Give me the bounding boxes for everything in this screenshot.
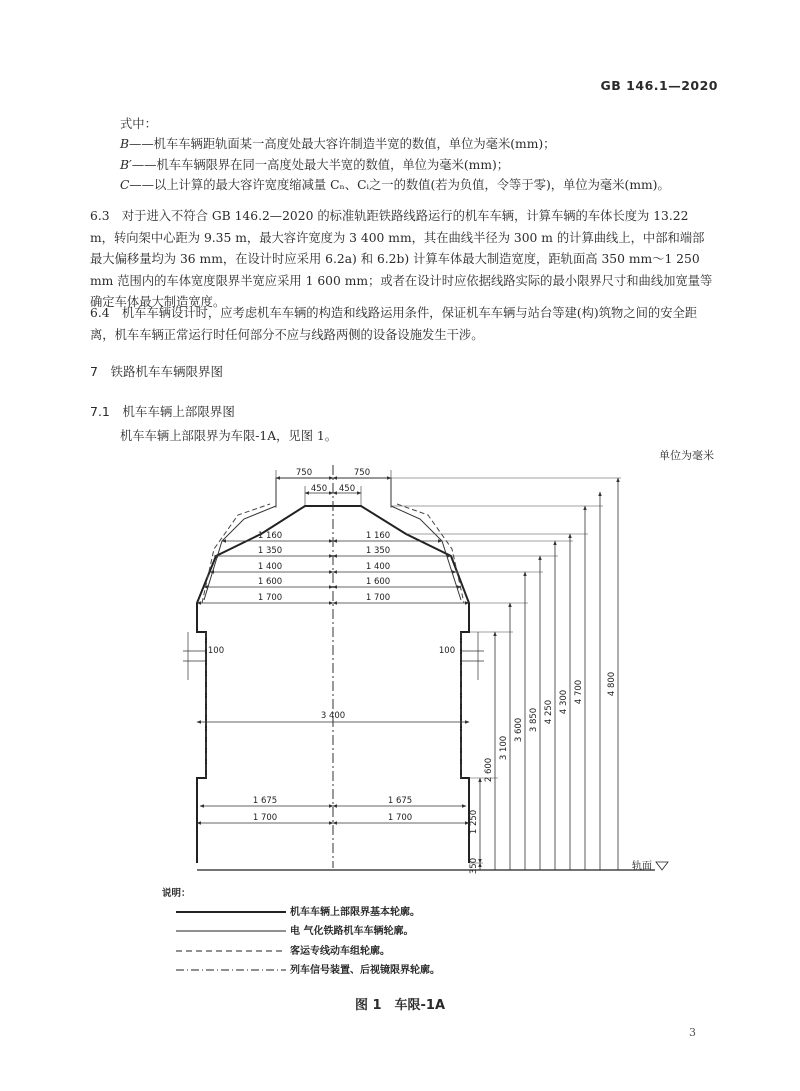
dim-1700-right: 1 700 [365, 593, 391, 603]
height-4700: 4 700 [574, 679, 584, 705]
dim-1400-right: 1 400 [365, 562, 391, 572]
legend-title: 说明： [162, 888, 191, 899]
paragraph-6-3: 6.3 对于进入不符合 GB 146.2—2020 的标准轨距铁路线路运行的机车车辆，计算车辆的车体长度为 13.22 m，转向架中心距为 9.35 m，最大容许宽度为 3 400 mm，其在曲线半径为 300 m 的计算曲线上，中部和端部最大偏移量均为 36 mm，在设计时应采用 6.2a) 和 6.2b) 计算车体最大制造宽度，距轨面高 350 mm～1 250 mm 范围内的车体宽度限界半宽应采用 1 600 mm；或者在设计时应依据线路实际的最小限界尺寸和曲线加宽量等确定车体最大制造宽度。 [90, 209, 713, 310]
dim-1350-left: 1 350 [257, 546, 283, 556]
dim-1700-lower-left: 1 700 [252, 813, 278, 823]
definition-c [120, 175, 716, 196]
dim-1160-left: 1 160 [257, 531, 283, 541]
dim-1350-right: 1 350 [365, 546, 391, 556]
dim-1675-right: 1 675 [387, 796, 413, 806]
dim-100-left: 100 [207, 646, 225, 656]
height-3100: 3 100 [499, 735, 509, 761]
dim-1675-left: 1 675 [252, 796, 278, 806]
figure-caption: 图 1 车限-1A [354, 998, 446, 1013]
dim-1600-right: 1 600 [365, 577, 391, 587]
dim-1700-left: 1 700 [257, 593, 283, 603]
height-1250: 1 250 [469, 809, 479, 835]
dim-3400: 3 400 [320, 711, 346, 721]
paragraph-6-4: 6.4 机车车辆设计时，应考虑机车车辆的构造和线路运用条件，保证机车车辆与站台等建(构)筑物之间的安全距离，机车车辆正常运行时任何部分不应与线路两侧的设备设施发生干涉。 [90, 306, 698, 342]
definition-symbol: B′ [120, 158, 132, 172]
height-4250: 4 250 [544, 699, 554, 725]
height-4800: 4 800 [607, 671, 617, 697]
definition-symbol: B [120, 137, 130, 151]
legend-item-signal: 列车信号装置、后视镜限界轮廓。 [290, 965, 440, 976]
dim-top-750-right: 750 [353, 468, 371, 478]
unit-note: 单位为毫米 [659, 449, 714, 462]
height-3850: 3 850 [529, 707, 539, 733]
legend-item-electric: 电 气化铁路机车车辆轮廓。 [290, 926, 414, 937]
definition-text: ——以上计算的最大容许宽度缩减量 Cₙ、Cᵢ之一的数值(若为负值，令等于零)，单位为毫米(mm)。 [129, 178, 670, 192]
dim-1160-right: 1 160 [365, 531, 391, 541]
height-4300: 4 300 [559, 689, 569, 715]
rail-level-icon [656, 862, 668, 870]
formula-intro: 式中： [120, 117, 157, 131]
definition-b-prime [120, 155, 716, 176]
dim-top-450-right: 450 [338, 484, 356, 494]
definition-b [120, 134, 716, 155]
emu-outline [202, 504, 464, 603]
definition-symbol: C [120, 178, 130, 192]
height-350: 350 [469, 857, 479, 875]
definition-text: ——机车车辆限界在同一高度处最大半宽的数值，单位为毫米(mm)； [131, 158, 510, 172]
dim-top-450-left: 450 [310, 484, 328, 494]
standard-number: GB 146.1—2020 [600, 78, 718, 93]
dim-100-right: 100 [438, 646, 456, 656]
page-number: 3 [689, 1026, 696, 1039]
section-7-1-heading: 7.1 机车车辆上部限界图 [90, 404, 235, 419]
legend-item-base: 机车车辆上部限界基本轮廓。 [290, 907, 420, 918]
height-2600: 2 600 [484, 757, 494, 783]
dim-top-750-left: 750 [295, 468, 313, 478]
rail-surface-label: 轨面 [632, 861, 652, 872]
height-3600: 3 600 [514, 717, 524, 743]
dim-1400-left: 1 400 [257, 562, 283, 572]
legend [162, 887, 440, 976]
definition-text: ——机车车辆距轨面某一高度处最大容许制造半宽的数值，单位为毫米(mm)； [129, 137, 556, 151]
section-7-1-intro: 机车车辆上部限界为车限-1A，见图 1。 [120, 429, 338, 443]
gauge-diagram [0, 455, 800, 995]
legend-item-emu: 客运专线动车组轮廓。 [290, 946, 390, 957]
section-7-heading: 7 铁路机车车辆限界图 [90, 364, 223, 379]
dim-1700-lower-right: 1 700 [387, 813, 413, 823]
dim-1600-left: 1 600 [257, 577, 283, 587]
